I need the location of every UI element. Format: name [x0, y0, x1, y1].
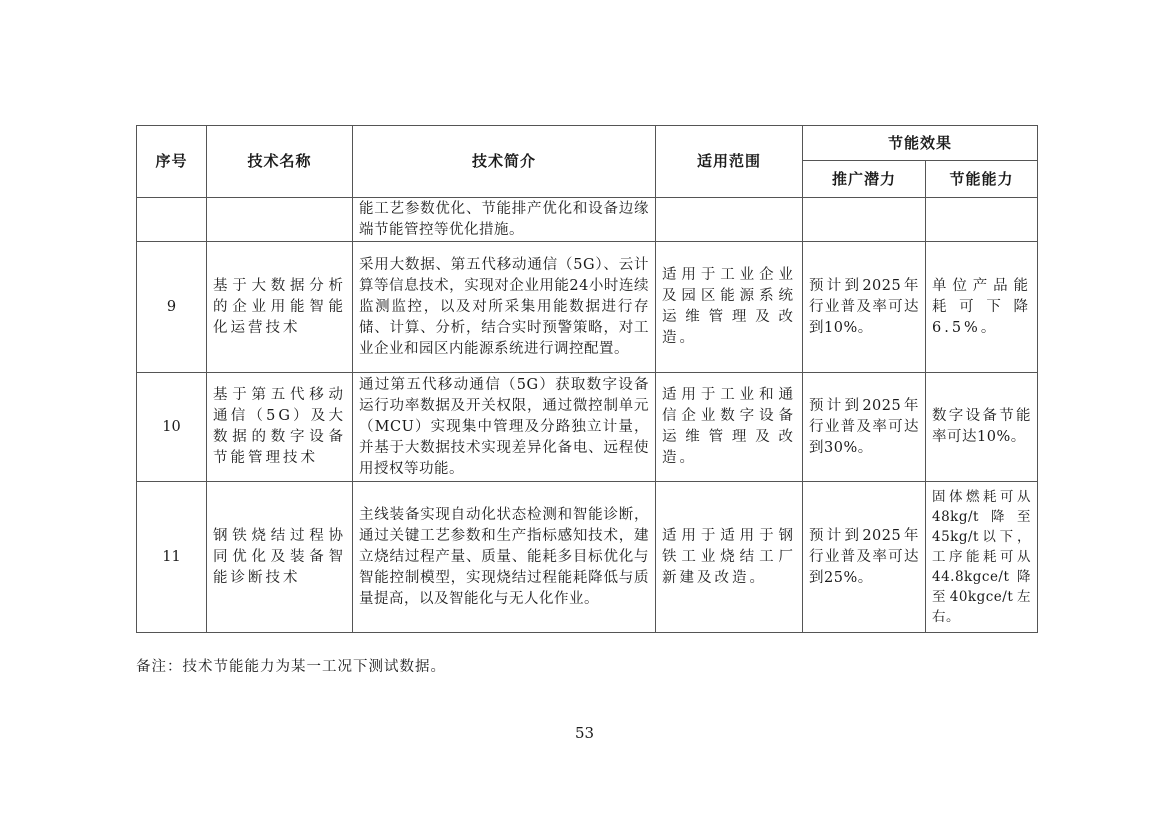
header-effect-group: 节能效果: [803, 126, 1038, 161]
table-row: [137, 482, 1038, 633]
header-potential: 推广潜力: [803, 161, 926, 198]
table-row: [137, 242, 1038, 373]
cell-capacity: 单位产品能耗可下降6.5%。: [926, 242, 1038, 373]
cell-scope: [656, 198, 803, 242]
cell-scope: 适用于工业企业及园区能源系统运维管理及改造。: [656, 242, 803, 373]
cell-name: [207, 198, 353, 242]
cell-seq: 11: [137, 482, 207, 633]
cell-intro: 采用大数据、第五代移动通信（5G）、云计算等信息技术，实现对企业用能24小时连续监测监控，以及对所采集用能数据进行存储、计算、分析，结合实时预警策略，对工业企业和园区内能源系统进行调控配置。: [353, 242, 656, 373]
cell-potential: 预计到2025年行业普及率可达到30%。: [803, 373, 926, 482]
header-seq: 序号: [137, 126, 207, 198]
cell-scope: 适用于适用于钢铁工业烧结工厂新建及改造。: [656, 482, 803, 633]
header-name: 技术名称: [207, 126, 353, 198]
cell-name: 基于第五代移动通信（5G）及大数据的数字设备节能管理技术: [207, 373, 353, 482]
cell-potential: 预计到2025年行业普及率可达到25%。: [803, 482, 926, 633]
header-intro: 技术简介: [353, 126, 656, 198]
table-footnote: 备注：技术节能能力为某一工况下测试数据。: [136, 659, 446, 675]
cell-intro: 能工艺参数优化、节能排产优化和设备边缘端节能管控等优化措施。: [353, 198, 656, 242]
page-number: 53: [575, 724, 595, 742]
cell-capacity: 数字设备节能率可达10%。: [926, 373, 1038, 482]
cell-name: 钢铁烧结过程协同优化及装备智能诊断技术: [207, 482, 353, 633]
cell-seq: 9: [137, 242, 207, 373]
technology-table: [136, 125, 1038, 633]
cell-scope: 适用于工业和通信企业数字设备运维管理及改造。: [656, 373, 803, 482]
header-scope: 适用范围: [656, 126, 803, 198]
cell-seq: 10: [137, 373, 207, 482]
header-capacity: 节能能力: [926, 161, 1038, 198]
cell-intro: 通过第五代移动通信（5G）获取数字设备运行功率数据及开关权限，通过微控制单元（MCU）实现集中管理及分路独立计量，并基于大数据技术实现差异化备电、远程使用授权等功能。: [353, 373, 656, 482]
cell-potential: 预计到2025年行业普及率可达到10%。: [803, 242, 926, 373]
cell-intro: 主线装备实现自动化状态检测和智能诊断，通过关键工艺参数和生产指标感知技术，建立烧结过程产量、质量、能耗多目标优化与智能控制模型，实现烧结过程能耗降低与质量提高，以及智能化与无人化作业。: [353, 482, 656, 633]
cell-seq: [137, 198, 207, 242]
table-row: [137, 373, 1038, 482]
cell-potential: [803, 198, 926, 242]
cell-capacity: [926, 198, 1038, 242]
table-row: [137, 198, 1038, 242]
cell-capacity: 固体燃耗可从48kg/t降至45kg/t以下，工序能耗可从44.8kgce/t降至40kgce/t左右。: [926, 482, 1038, 633]
cell-name: 基于大数据分析的企业用能智能化运营技术: [207, 242, 353, 373]
